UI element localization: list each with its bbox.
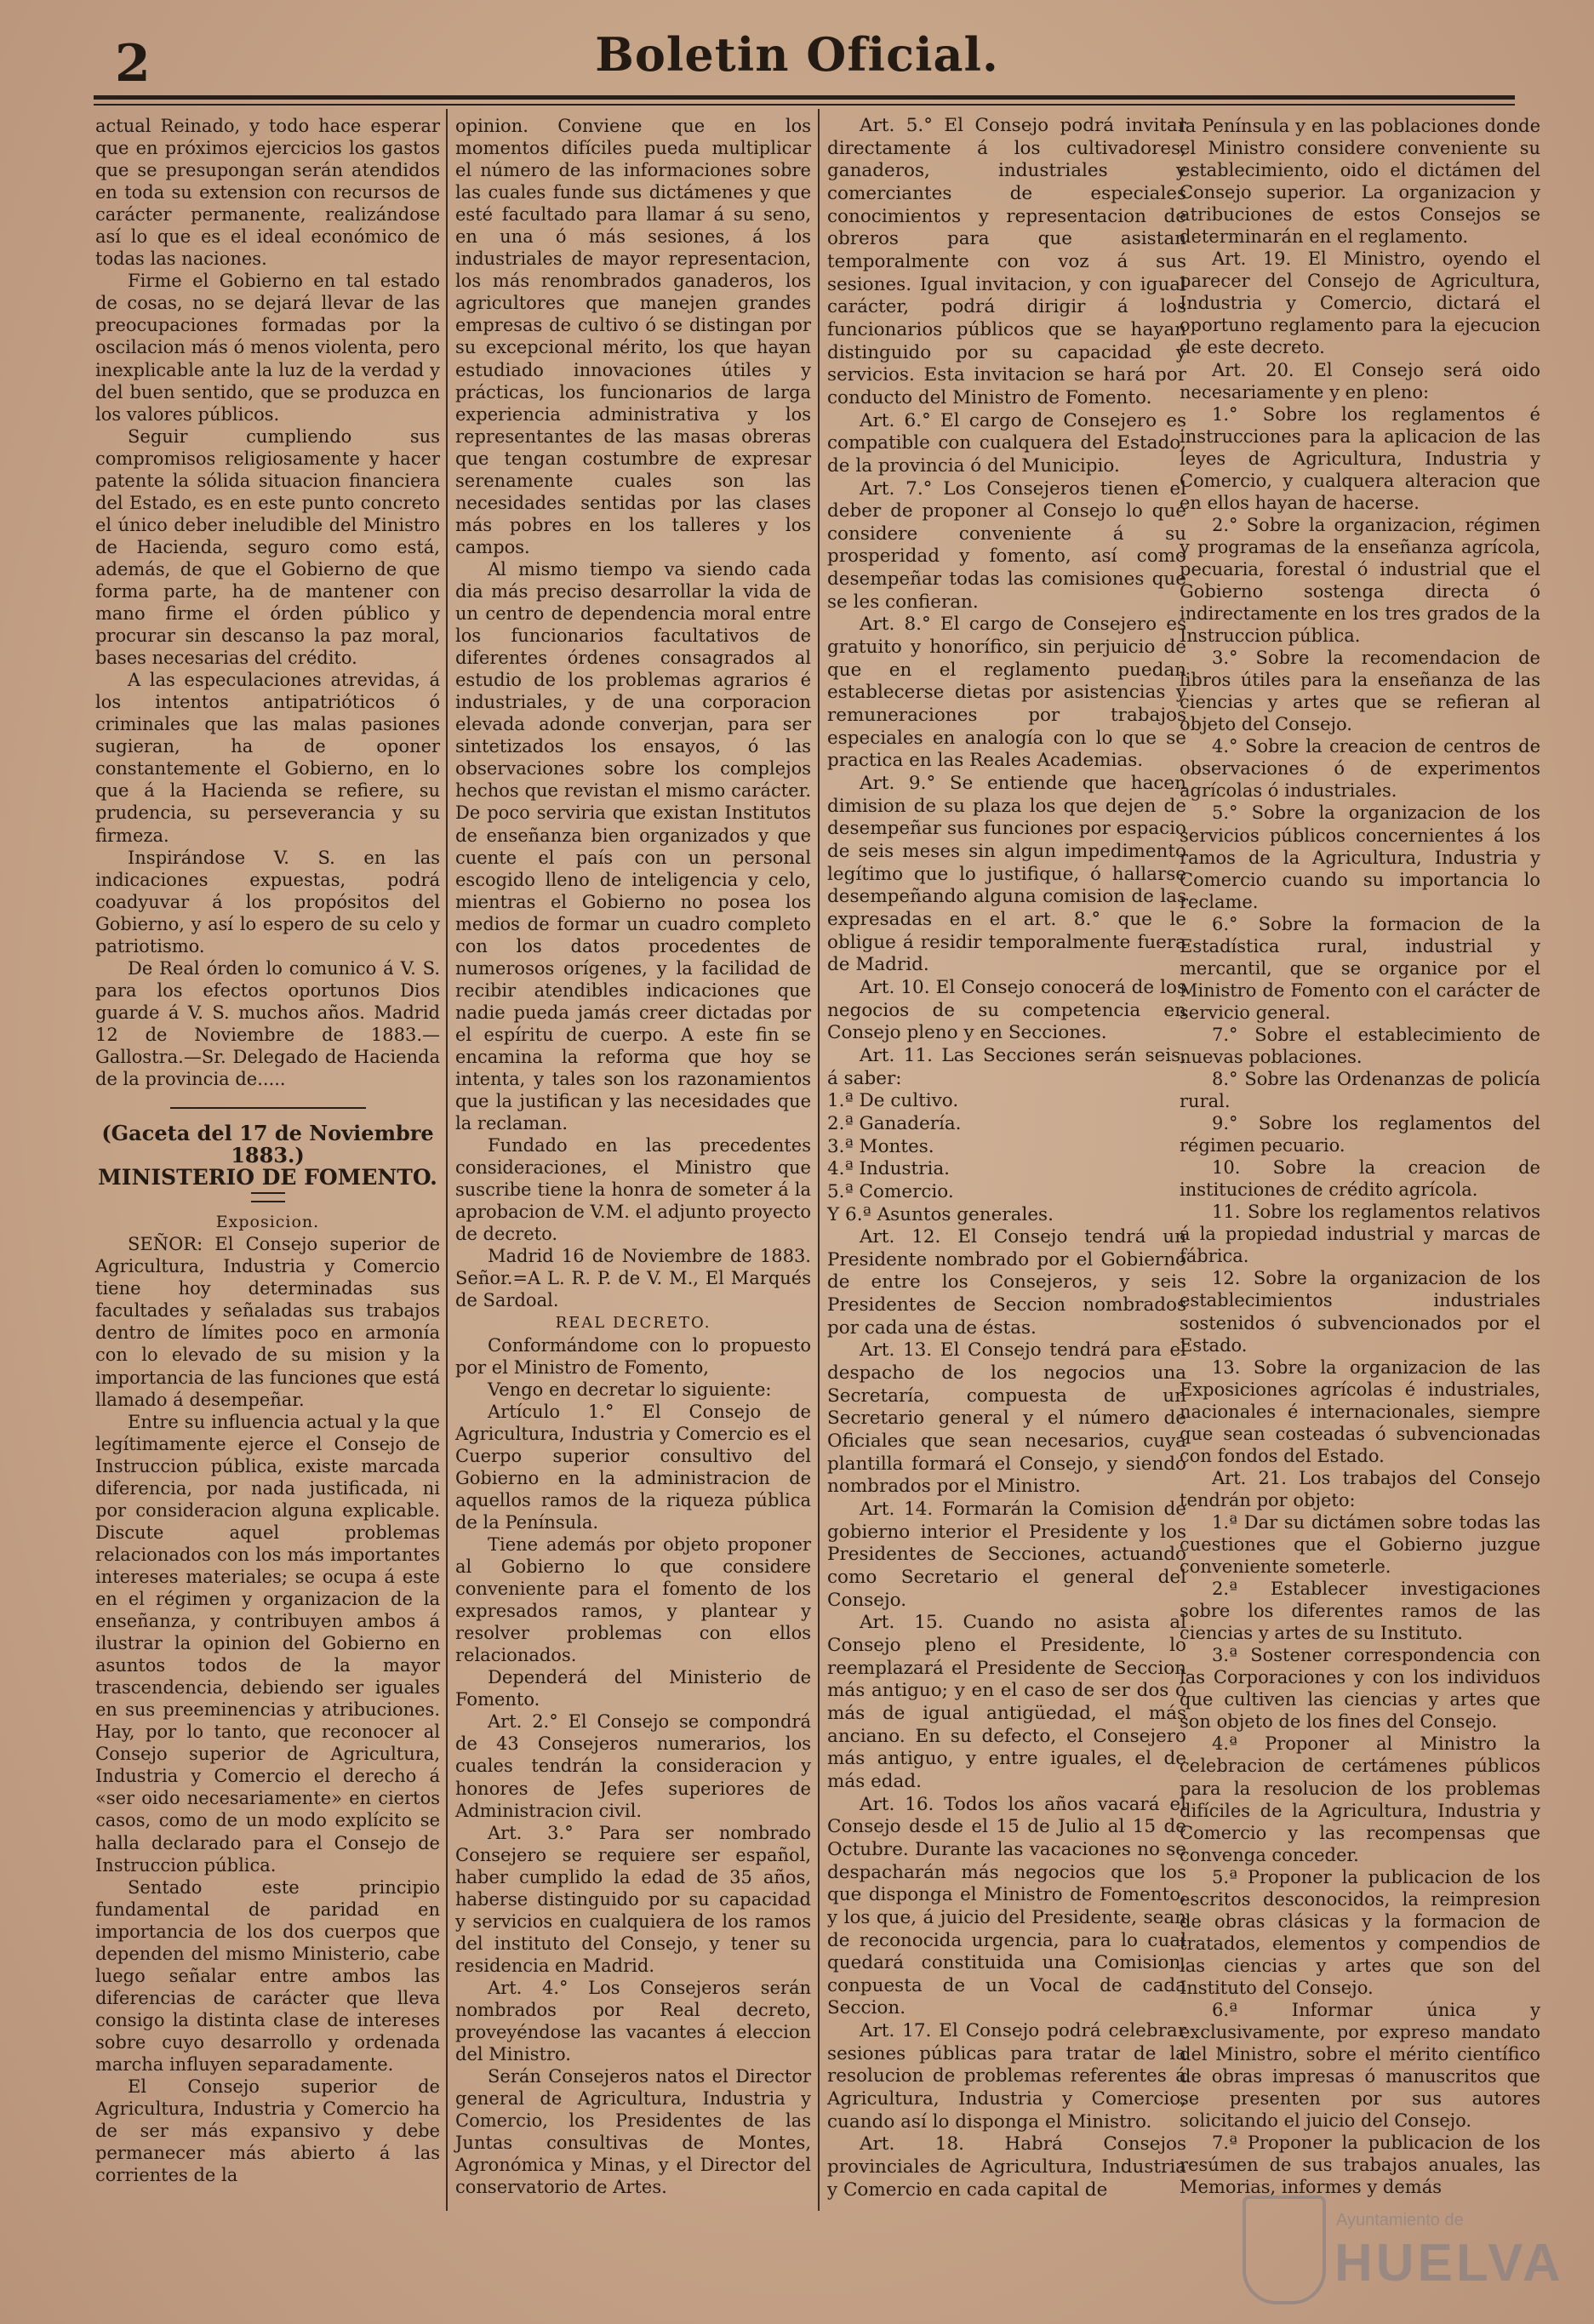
paragraph: 6.° Sobre la formacion de la Estadística rural, industrial y mercantil, que se organice por el Ministro de Fomento con el carácter de servicio general.: [1180, 913, 1540, 1023]
coat-of-arms-icon: [1243, 2196, 1326, 2304]
paragraph: 7.° Sobre el establecimiento de nuevas poblaciones.: [1180, 1024, 1540, 1067]
page-number: 2: [115, 34, 151, 94]
paragraph: Art. 7.° Los Consejeros tienen el deber de proponer al Consejo lo que considere conveniente á su prosperidad y fomento, así como desempeñar todas las comisiones que se les confieran.: [827, 477, 1186, 613]
paragraph: Sentado este principio fundamental de paridad en importancia de los dos cuerpos que dependen del mismo Ministerio, cabe luego señalar entre ambos las diferencias de carácter que lleva consigo la distinta clase de intereses sobre cuyo desarrollo y ordenada marcha influyen separadamente.: [95, 1876, 440, 2075]
paragraph: Serán Consejeros natos el Director general de Agricultura, Industria y Comercio, los Presidentes de las Juntas consultivas de Montes, Agronómica y Minas, y el Director del conservatorio de Artes.: [455, 2066, 811, 2198]
paragraph: Art. 3.° Para ser nombrado Consejero se requiere ser español, haber cumplido la edad de 35 años, haberse distinguido por su capacidad y servicios en cualquiera de los ramos del instituto del Consejo, y tener su residencia en Madrid.: [455, 1822, 811, 1976]
paragraph: Art. 19. El Ministro, oyendo el parecer del Consejo de Agricultura, Industria y Comercio, dictará el oportuno reglamento para la ejecucion de este decreto.: [1180, 248, 1540, 358]
masthead-title: Boletin Oficial.: [595, 27, 999, 82]
paragraph: Conformándome con lo propuesto por el Ministro de Fomento,: [455, 1334, 811, 1378]
paragraph: Art. 20. El Consejo será oido necesariamente y en pleno:: [1180, 359, 1540, 403]
list-item: Y 6.ª Asuntos generales.: [827, 1203, 1054, 1225]
exposition-heading: Exposicion.: [215, 1213, 320, 1232]
paragraph: 5.ª Proponer la publicacion de los escritos desconocidos, la reimpresion de obras clásicas y la formacion de tratados, elementos y compendios de las ciencias y artes que son del Instituto del Consejo.: [1180, 1866, 1540, 1998]
paragraph: Art. 4.° Los Consejeros serán nombrados por Real decreto, proveyéndose las vacantes á eleccion del Ministro.: [455, 1977, 811, 2065]
ministry-heading: MINISTERIO DE FOMENTO.: [98, 1165, 437, 1191]
paragraph: A las especulaciones atrevidas, á los intentos antipatrióticos ó criminales que las malas pasiones sugieran, ha de oponer constantemente el Gobierno, en lo que á la Hacienda se refiere, su prudencia, su perseverancia y su firmeza.: [95, 670, 440, 846]
paragraph: Art. 14. Formarán la Comision de gobierno interior el Presidente y los Presidentes de Secciones, actuando como Secretario el general del Consejo.: [827, 1499, 1186, 1611]
gaceta-heading: (Gaceta del 17 de Noviembre 1883.): [101, 1121, 434, 1168]
paragraph: Art. 5.° El Consejo podrá invitar directamente á los cultivadores, ganaderos, industriales y comerciantes de especiales conocimientos y representacion de obreros para que asistan temporalmente con voz á sus sesiones. Igual invitacion, y con igual carácter, podrá dirigir á los funcionarios públicos que se hayan distinguido por su capacidad y servicios. Esta invitacion se hará por conducto del Ministro de Fomento.: [827, 115, 1186, 408]
column-4: [1180, 115, 1540, 2198]
column-1: [95, 115, 440, 2186]
paragraph: Art. 9.° Se entiende que hacen dimision de su plaza los que dejen de desempeñar sus funciones por espacio de seis meses sin algun impedimento legítimo que lo justifique, ó hallarse desempeñando alguna comision de las expresadas en el art. 8.° que le obligue á residir temporalmente fuera de Madrid.: [827, 773, 1186, 976]
paragraph: Art. 10. El Consejo conocerá de los negocios de su competencia en Consejo pleno y en Secciones.: [827, 976, 1186, 1044]
paragraph: Art. 8.° El cargo de Consejero es gratuito y honorífico, sin perjuicio de que en el reglamento puedan establecerse dietas por asistencias y remuneraciones por trabajos especiales en analogía con lo que se practica en las Reales Academias.: [827, 614, 1186, 772]
paragraph: 8.° Sobre las Ordenanzas de policía rural.: [1180, 1069, 1540, 1112]
paragraph: De Real órden lo comunico á V. S. para los efectos oportunos Dios guarde á V. S. muchos años. Madrid 12 de Noviembre de 1883.—Gallostra.—Sr. Delegado de Hacienda de la provincia de.....: [95, 957, 440, 1090]
paragraph: actual Reinado, y todo hace esperar que en próximos ejercicios los gastos que se presupongan serán atendidos en toda su extension con recursos de carácter permanente, realizándose así lo que es el ideal económico de todas las naciones.: [95, 116, 440, 270]
paragraph: Seguir cumpliendo sus compromisos religiosamente y hacer patente la sólida situacion financiera del Estado, es en este punto concreto el único deber ineludible del Ministro de Hacienda, seguro como está, además, de que el Gobierno de que forma parte, ha de mantener con mano firme el órden público y procurar sin descanso la paz moral, bases necesarias del crédito.: [95, 425, 440, 669]
header-rule: [94, 95, 1515, 100]
list-item: 4.ª Industria.: [827, 1158, 950, 1180]
paragraph: 4.° Sobre la creacion de centros de observaciones ó de experimentos agrícolas ó industriales.: [1180, 736, 1540, 802]
paragraph: Vengo en decretar lo siguiente:: [488, 1379, 772, 1400]
paragraph: Art. 2.° El Consejo se compondrá de 43 Consejeros numerarios, los cuales tendrán la consideracion y honores de Jefes superiores de Administracion civil.: [455, 1711, 811, 1821]
paragraph: 1.ª Dar su dictámen sobre todas las cuestiones que el Gobierno juzgue conveniente someterle.: [1180, 1511, 1540, 1578]
paragraph: Madrid 16 de Noviembre de 1883. Señor.=A L. R. P. de V. M., El Marqués de Sardoal.: [455, 1246, 811, 1311]
paragraph: 3.ª Sostener correspondencia con las Corporaciones y con los individuos que cultiven las ciencias y artes que son objeto de los fines del Consejo.: [1180, 1645, 1540, 1733]
paragraph: SEÑOR: El Consejo superior de Agricultura, Industria y Comercio tiene hoy determinadas sus facultades y señaladas sus trabajos dentro de límites poco en armonía con lo elevado de su mision y la importancia de las funciones que está llamado á desempeñar.: [95, 1234, 440, 1410]
paragraph: 11. Sobre los reglamentos relativos á la propiedad industrial y marcas de fábrica.: [1180, 1202, 1540, 1267]
watermark-line2: HUELVA: [1334, 2234, 1564, 2293]
paragraph: 4.ª Proponer al Ministro la celebracion de certámenes públicos para la resolucion de los problemas difíciles de la Agricultura, Industria y Comercio y las recompensas que convenga conceder.: [1180, 1733, 1540, 1865]
paragraph: Art. 21. Los trabajos del Consejo tendrán por objeto:: [1180, 1467, 1540, 1510]
paragraph: Artículo 1.° El Consejo de Agricultura, Industria y Comercio es el Cuerpo superior consultivo del Gobierno en la administracion de aquellos ramos de la riqueza pública de la Península.: [455, 1401, 811, 1533]
column-2: [455, 115, 811, 2198]
paragraph: Art. 13. El Consejo tendrá para el despacho de los negocios una Secretaría, compuesta de un Secretario general y el número de Oficiales que sean necesarios, cuya plantilla formará el Consejo, y siendo nombrados por el Ministro.: [827, 1339, 1186, 1498]
double-rule: [251, 1192, 285, 1202]
paragraph: 1.° Sobre los reglamentos é instrucciones para la aplicacion de las leyes de Agricultura, Industria y Comercio, y cualquera alteracion que en ellos hayan de hacerse.: [1180, 403, 1540, 513]
watermark-line1: Ayuntamiento de: [1336, 2211, 1464, 2230]
paragraph: Art. 6.° El cargo de Consejero es compatible con cualquera del Estado, de la provincia ó del Municipio.: [827, 409, 1186, 477]
paragraph: Fundado en las precedentes consideraciones, el Ministro que suscribe tiene la honra de someter á la aprobacion de V.M. el adjunto proyecto de decreto.: [455, 1135, 811, 1245]
real-decreto-heading: REAL DECRETO.: [555, 1313, 711, 1332]
list-item: 5.ª Comercio.: [827, 1180, 954, 1202]
paragraph: Art. 18. Habrá Consejos provinciales de Agricultura, Industria y Comercio en cada capital de: [827, 2133, 1186, 2201]
paragraph: 2.° Sobre la organizacion, régimen y programas de la enseñanza agrícola, pecuaria, forestal ó industrial que el Gobierno sostenga directa ó indirectamente en los tres grados de la Instruccion pública.: [1180, 514, 1540, 647]
paragraph: Art. 15. Cuando no asista al Consejo pleno el Presidente, lo reemplazará el Presidente de Seccion más antiguo; y en el caso de ser dos ó más de igual antigüedad, el más anciano. En su defecto, el Consejero más antiguo, y entre iguales, el de más edad.: [827, 1612, 1186, 1792]
paragraph: Entre su influencia actual y la que legítimamente ejerce el Consejo de Instruccion pública, existe marcada diferencia, por nada justificada, ni por consideracion alguna explicable. Discute aquel problemas relacionados con los más importantes intereses materiales; se ocupa á este en el régimen y organizacion de la enseñanza, y contribuyen ambos á ilustrar la opinion del Gobierno en asuntos todos de la mayor trascendencia, debiendo ser iguales en sus preeminencias y atribuciones. Hay, por lo tanto, que reconocer al Consejo superior de Agricultura, Industria y Comercio el derecho á «ser oido necesariamente» en ciertos casos, como de un modo explícito se halla declarado para el Consejo de Instruccion pública.: [95, 1411, 440, 1876]
paragraph: Inspirándose V. S. en las indicaciones expuestas, podrá coadyuvar á los propósitos del Gobierno, y así lo espero de su celo y patriotismo.: [95, 847, 440, 956]
watermark: [1243, 2196, 1566, 2306]
paragraph: Dependerá del Ministerio de Fomento.: [455, 1667, 811, 1710]
paragraph: Tiene además por objeto proponer al Gobierno lo que considere conveniente para el fomento de los expresados ramos, y plantear y resolver problemas con ellos relacionados.: [455, 1534, 811, 1666]
paragraph: 5.° Sobre la organizacion de los servicios públicos concernientes á los ramos de la Agricultura, Industria y Comercio cuando su importancia lo reclame.: [1180, 802, 1540, 912]
list-item: 3.ª Montes.: [827, 1135, 934, 1157]
paragraph: 3.° Sobre la recomendacion de libros útiles para la enseñanza de las ciencias y artes que se refieran al objeto del Consejo.: [1180, 648, 1540, 735]
paragraph: 13. Sobre la organizacion de las Exposiciones agrícolas é industriales, nacionales é internacionales, siempre que sean costeadas ó subvencionadas con fondos del Estado.: [1180, 1356, 1540, 1466]
paragraph: 9.° Sobre los reglamentos del régimen pecuario.: [1180, 1113, 1540, 1156]
paragraph: El Consejo superior de Agricultura, Industria y Comercio ha de ser más expansivo y debe permanecer más abierto á las corrientes de la: [95, 2076, 440, 2186]
paragraph: Al mismo tiempo va siendo cada dia más preciso desarrollar la vida de un centro de dependencia moral entre los funcionarios facultativos de diferentes órdenes consagrados al estudio de los problemas agrarios é industriales, y de una corporacion elevada adonde converjan, para ser sintetizados los ensayos, ó las observaciones sobre los complejos hechos que revistan el mismo carácter. De poco serviria que existan Institutos de enseñanza bien organizados y que cuente el país con un personal escogido lleno de inteligencia y celo, mientras el Gobierno no posea los medios de formar un cuadro completo con los datos procedentes de numerosos orígenes, y la facilidad de recibir atendibles indicaciones que nadie pueda jamás creer dictadas por el espíritu de cuerpo. A este fin se encamina la reforma que hoy se intenta, y tales son los razonamientos que la justifican y las necesidades que la reclaman.: [455, 558, 811, 1134]
section-divider: [170, 1107, 366, 1109]
paragraph: 6.ª Informar única y exclusivamente, por expreso mandato del Ministro, sobre el mérito científico de obras impresas ó manuscritos que se presenten por sus autores solicitando el juicio del Consejo.: [1180, 1999, 1540, 2132]
paragraph: 7.ª Proponer la publicacion de los resúmen de sus trabajos anuales, las Memorias, informes y demás: [1180, 2133, 1540, 2198]
paragraph: 2.ª Establecer investigaciones sobre los diferentes ramos de las ciencias y artes de su Instituto.: [1180, 1579, 1540, 1644]
paragraph: 12. Sobre la organizacion de los establecimientos industriales sostenidos ó subvencionados por el Estado.: [1180, 1268, 1540, 1356]
paragraph: Firme el Gobierno en tal estado de cosas, no se dejará llevar de las preocupaciones formadas por la oscilacion más ó menos violenta, pero inexplicable ante la luz de la verdad y del buen sentido, que se produzca en los valores públicos.: [95, 271, 440, 425]
paragraph: Art. 12. El Consejo tendrá un Presidente nombrado por el Gobierno de entre los Consejeros, y seis Presidentes de Seccion nombrados por cada una de éstas.: [827, 1226, 1186, 1339]
paragraph: opinion. Conviene que en los momentos difíciles pueda multiplicar el número de las informaciones sobre las cuales funde sus dictámenes y que esté facultado para llamar á su seno, en una ó más sesiones, á los industriales de mayor representacion, los más renombrados ganaderos, los agricultores que manejen grandes empresas de cultivo ó se distingan por su excepcional mérito, los que hayan estudiado innovaciones útiles y prácticas, los funcionarios de larga experiencia administrativa y los representantes de las masas obreras que tengan costumbre de expresar serenamente cuales son las necesidades sentidas por las clases más pobres en los talleres y los campos.: [455, 116, 811, 557]
list-item: 1.ª De cultivo.: [827, 1090, 959, 1112]
paragraph: Art. 17. El Consejo podrá celebrar sesiones públicas para tratar de la resolucion de problemas referentes á Agricultura, Industria y Comercio, cuando así lo disponga el Ministro.: [827, 2020, 1186, 2133]
column-divider: [818, 109, 820, 2211]
paragraph: Art. 16. Todos los años vacará el Consejo desde el 15 de Julio al 15 de Octubre. Durante las vacaciones no se despacharán más negocios que los que disponga el Ministro de Fomento, y los que, á juicio del Presidente, sean de reconocida urgencia, para lo cual quedará constituida una Comision, conpuesta de un Vocal de cada Seccion.: [827, 1793, 1186, 2019]
list-item: 2.ª Ganadería.: [827, 1112, 962, 1134]
paragraph: 10. Sobre la creacion de instituciones de crédito agrícola.: [1180, 1157, 1540, 1201]
column-divider: [446, 109, 448, 2211]
paragraph: Art. 11. Las Secciones serán seis, á saber:: [827, 1044, 1186, 1089]
header-rule-thin: [94, 104, 1515, 106]
paragraph: la Península y en las poblaciones donde el Ministro considere conveniente su establecimiento, oido el dictámen del Consejo superior. La organizacion y atribuciones de estos Consejos se determinarán en el reglamento.: [1180, 116, 1540, 248]
column-3: [827, 115, 1186, 2201]
